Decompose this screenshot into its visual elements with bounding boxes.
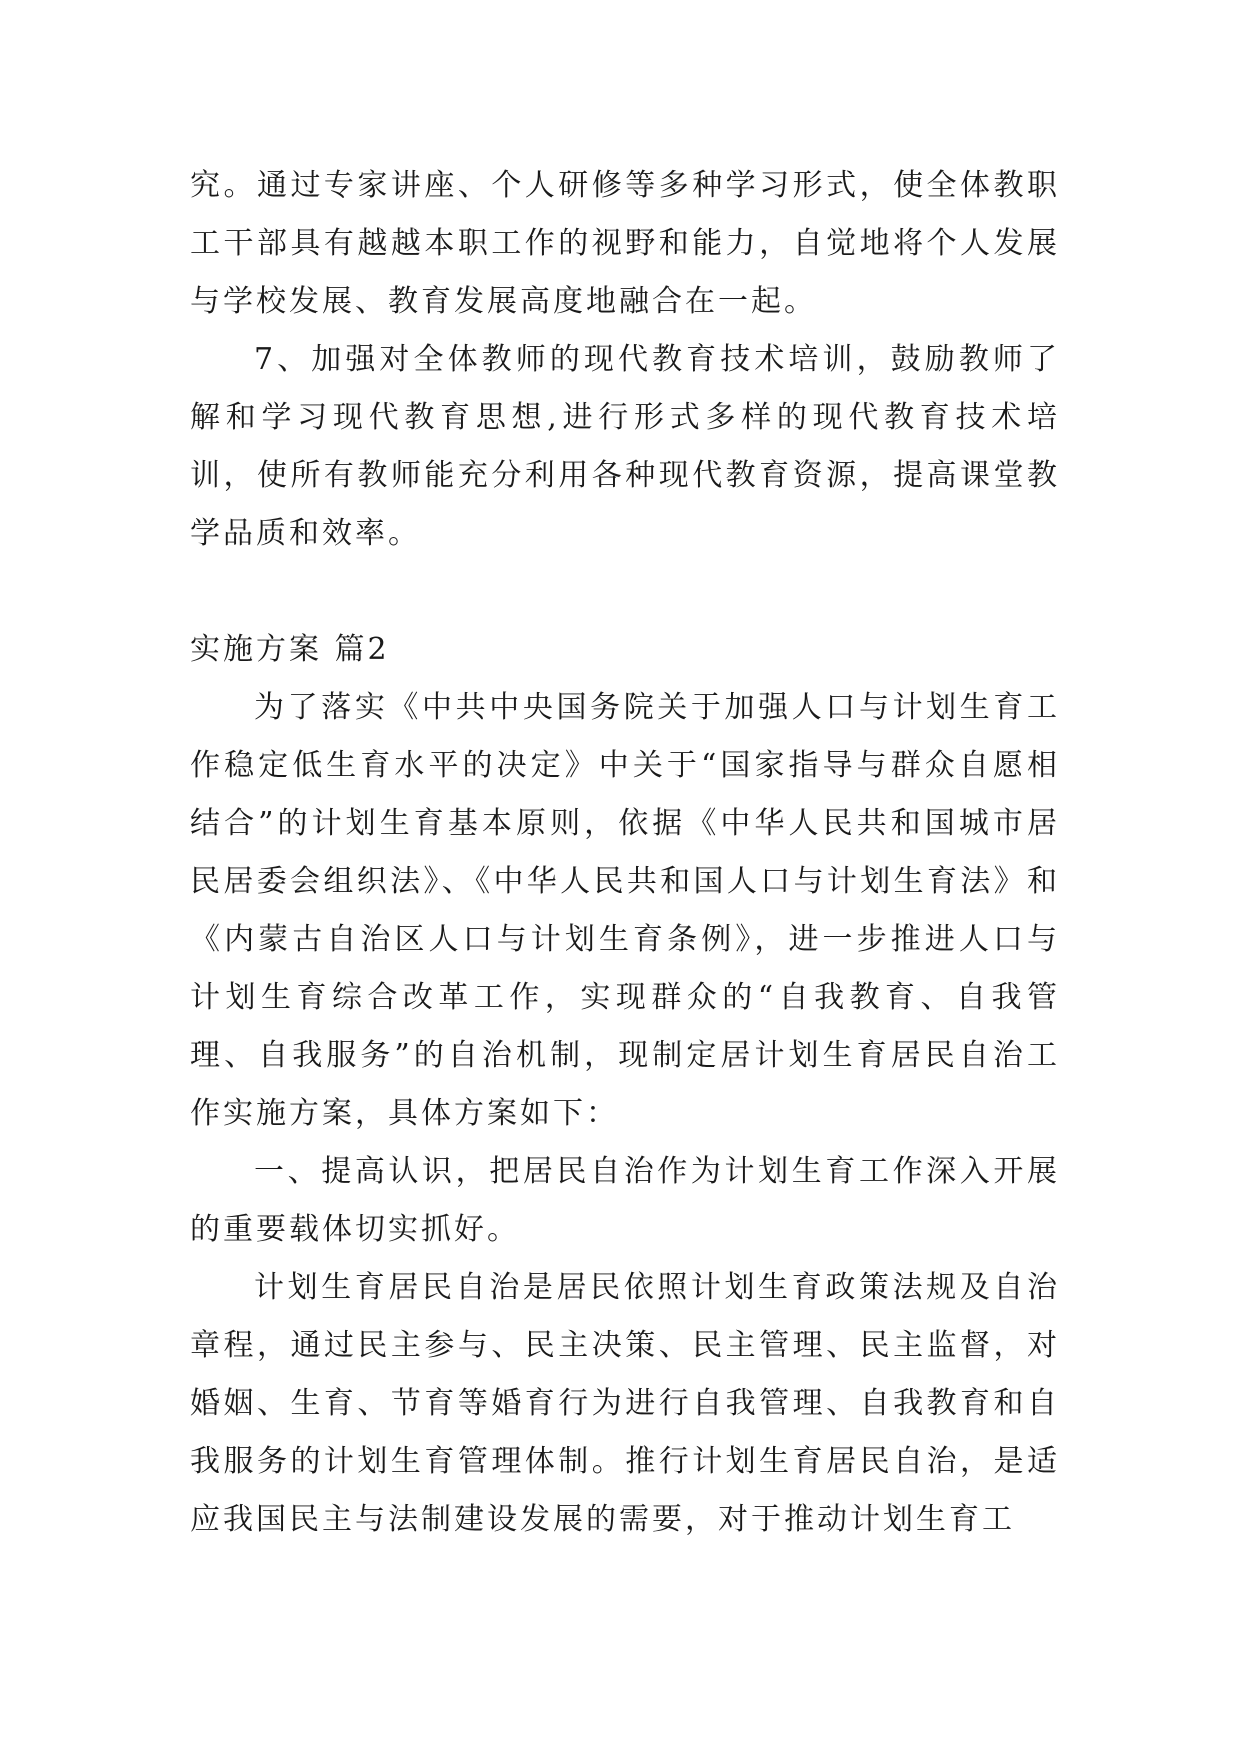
document-body [190,157,1060,1549]
paragraph-point-1: 一、提高认识，把居民自治作为计划生育工作深入开展的重要载体切实抓好。 [190,1154,1060,1247]
paragraph-intro: 为了落实《中共中央国务院关于加强人口与计划生育工作稳定低生育水平的决定》中关于“国家指导与群众自愿相结合”的计划生育基本原则，依据《中华人民共和国城市居民居委会组织法》、《中华人民共和国人口与计划生育法》和《内蒙古自治区人口与计划生育条例》，进一步推进人口与计划生育综合改革工作，实现群众的“自我教育、自我管理、自我服务”的自治机制，现制定居计划生育居民自治工作实施方案，具体方案如下： [190,690,1060,1131]
paragraph-continuation: 究。通过专家讲座、个人研修等多种学习形式，使全体教职工干部具有越越本职工作的视野和能力，自觉地将个人发展与学校发展、教育发展高度地融合在一起。 [190,168,1060,319]
paragraph-body: 计划生育居民自治是居民依照计划生育政策法规及自治章程，通过民主参与、民主决策、民主管理、民主监督，对婚姻、生育、节育等婚育行为进行自我管理、自我教育和自我服务的计划生育管理体制。推行计划生育居民自治，是适应我国民主与法制建设发展的需要，对于推动计划生育工 [190,1270,1060,1537]
paragraph-item-7: 7、加强对全体教师的现代教育技术培训，鼓励教师了解和学习现代教育思想,进行形式多样的现代教育技术培训，使所有教师能充分利用各种现代教育资源，提高课堂教学品质和效率。 [190,342,1060,551]
section-heading: 实施方案 篇2 [190,632,390,667]
